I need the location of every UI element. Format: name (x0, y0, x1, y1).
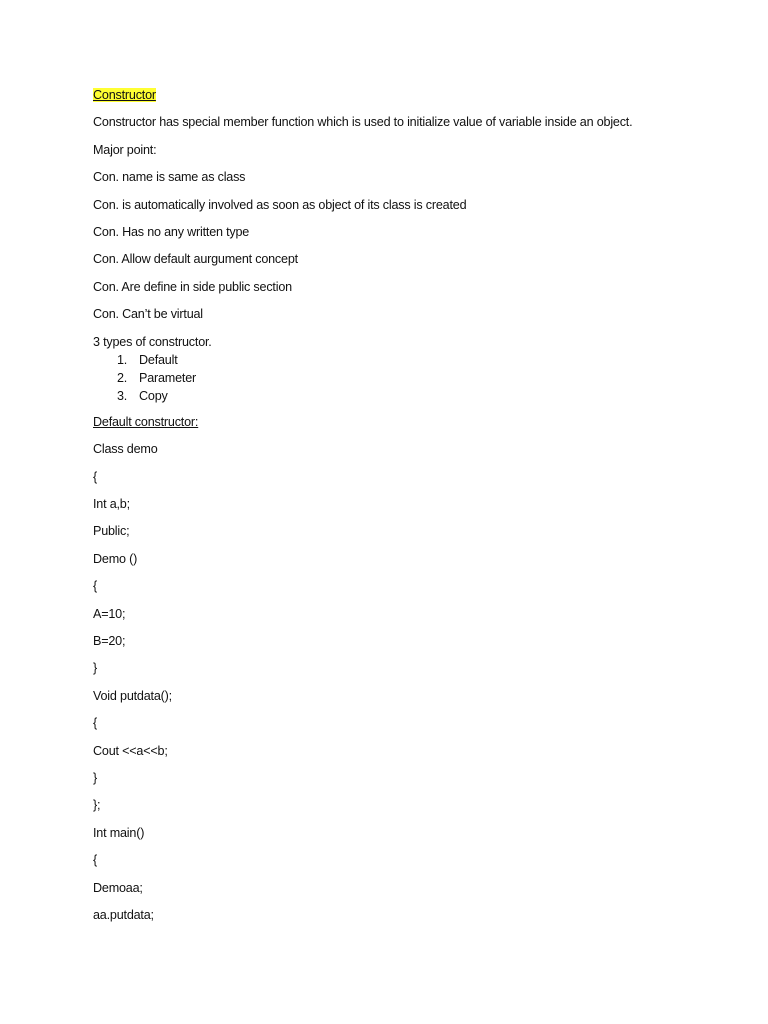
code-line: } (93, 661, 98, 676)
types-intro: 3 types of constructor. (93, 334, 212, 349)
code-line: { (93, 579, 98, 594)
code-line: { (93, 853, 98, 868)
types-list (93, 351, 713, 405)
point-item: Con. Allow default aurgument concept (93, 252, 298, 267)
code-line: Cout <<a<<b; (93, 743, 168, 758)
code-line: Public; (93, 524, 130, 539)
code-line: { (93, 716, 98, 731)
code-line: Void putdata(); (93, 688, 172, 703)
code-line: }; (93, 798, 101, 813)
point-item: Con. Can’t be virtual (93, 307, 203, 322)
intro-paragraph: Constructor has special member function which is used to initialize value of variable inside an object. (93, 115, 633, 130)
code-line: } (93, 770, 98, 785)
point-item: Con. is automatically involved as soon as object of its class is created (93, 197, 467, 212)
code-line: { (93, 469, 98, 484)
code-line: Int a,b; (93, 497, 130, 512)
default-constructor-heading: Default constructor: (93, 414, 199, 429)
code-line: aa.putdata; (93, 907, 154, 922)
point-item: Con. Are define in side public section (93, 279, 292, 294)
list-item: 2. Parameter (117, 370, 196, 385)
code-block (93, 440, 713, 933)
list-item: 1. Default (117, 352, 178, 367)
code-line: Demo () (93, 551, 138, 566)
code-line: A=10; (93, 606, 126, 621)
document-page (93, 86, 713, 933)
list-item: 3. Copy (117, 388, 168, 403)
point-item: Con. Has no any written type (93, 224, 250, 239)
code-line: Class demo (93, 442, 158, 457)
code-line: B=20; (93, 634, 126, 649)
title-heading: Constructor (93, 88, 156, 102)
code-line: Int main() (93, 825, 145, 840)
major-point-label: Major point: (93, 142, 157, 157)
code-line: Demoaa; (93, 880, 143, 895)
point-item: Con. name is same as class (93, 170, 246, 185)
